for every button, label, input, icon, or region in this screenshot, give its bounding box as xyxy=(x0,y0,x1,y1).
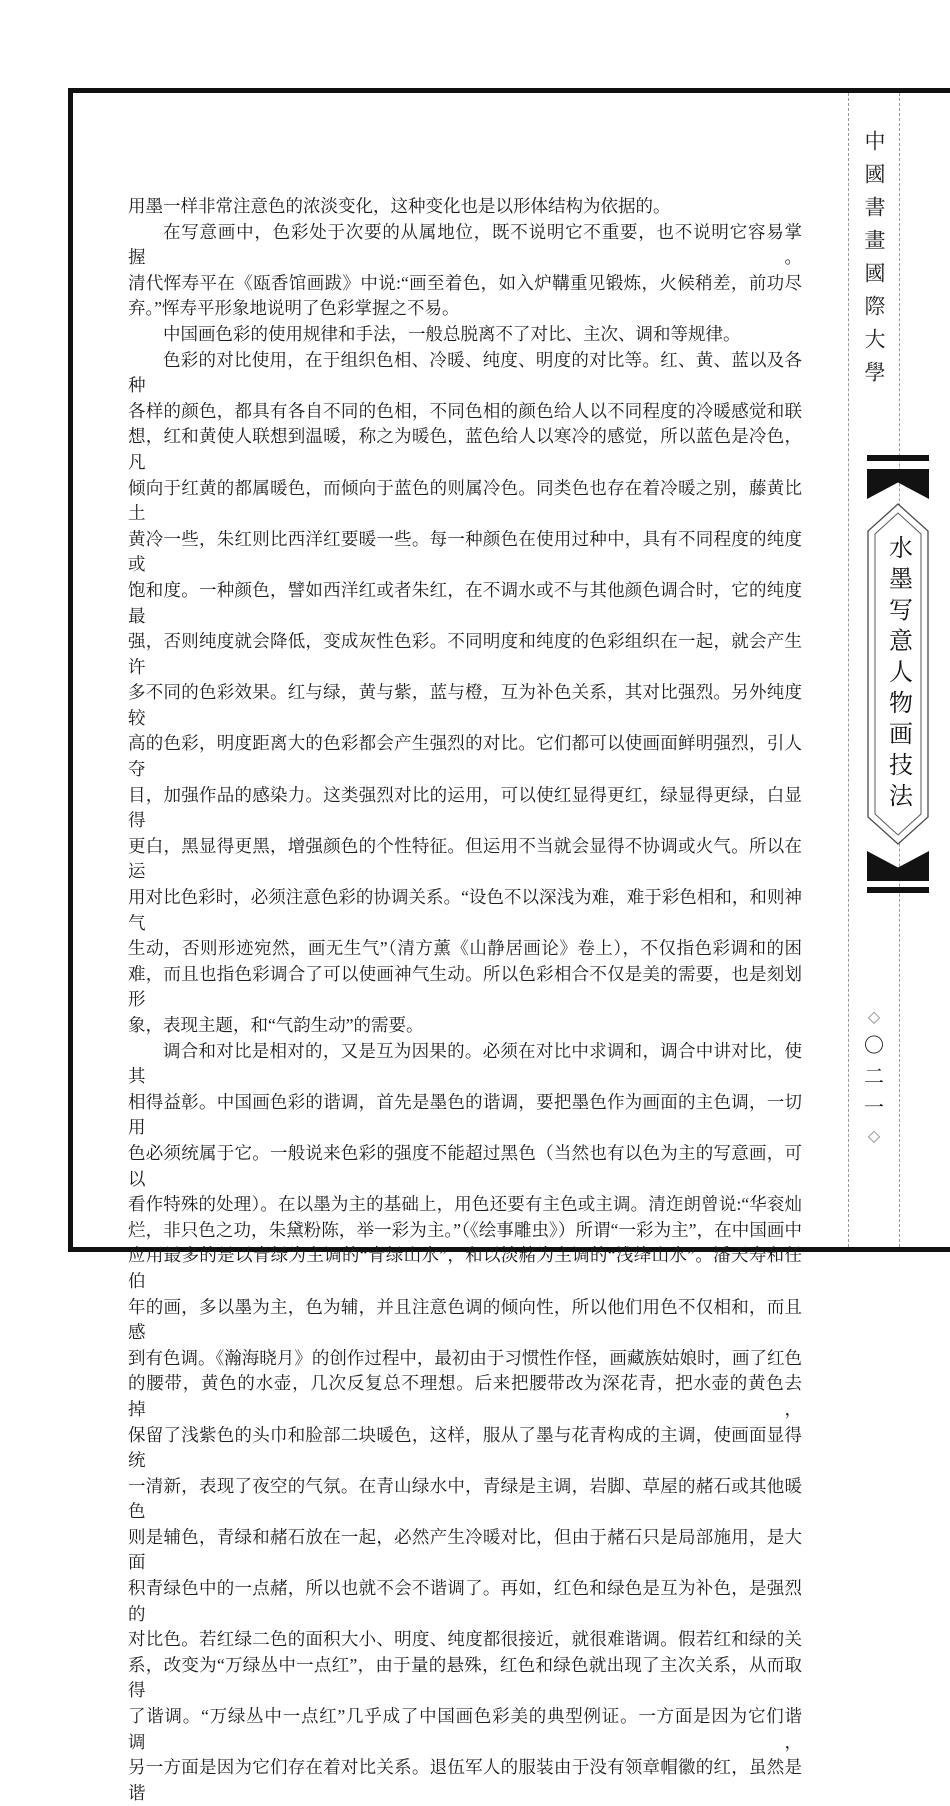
body-line: 相得益彰。中国画色彩的谐调，首先是墨色的谐调，要把墨色作为画面的主色调，一切用 xyxy=(128,1091,802,1138)
banner-ribbon-bottom xyxy=(867,851,929,881)
body-line: 到有色调。《瀚海晓月》的创作过程中，最初由于习惯性作怪，画藏族姑娘时，画了红色 xyxy=(128,1347,802,1368)
body-line: 对比色。若红绿二色的面积大小、明度、纯度都很接近，就很难谐调。假若红和绿的关 xyxy=(128,1629,802,1650)
body-line: 各样的颜色，都具有各自不同的色相，不同色相的颜色给人以不同程度的冷暖感觉和联 xyxy=(128,400,802,421)
body-line: 强，否则纯度就会降低，变成灰性色彩。不同明度和纯度的色彩组织在一起，就会产生许 xyxy=(128,631,802,677)
body-line: 目，加强作品的感染力。这类强烈对比的运用，可以使红显得更红，绿显得更绿，白显得 xyxy=(128,784,802,831)
body-line: 积青绿色中的一点赭，所以也就不会不谐调了。再如，红色和绿色是互为补色，是强烈的 xyxy=(128,1578,802,1624)
body-line: 生动，否则形迹宛然，画无生气”（清方薰《山静居画论》卷上），不仅指色彩调和的困 xyxy=(128,938,802,959)
body-line: 年的画，多以墨为主，色为辅，并且注意色调的倾向性，所以他们用色不仅相和，而且感 xyxy=(128,1296,802,1343)
banner-scroll xyxy=(867,503,929,845)
body-line: 用对比色彩时，必须注意色彩的协调关系。“设色不以深浅为难，难于彩色相和，和则神气 xyxy=(128,887,802,933)
body-line: 多不同的色彩效果。红与绿，黄与紫，蓝与橙，互为补色关系，其对比强烈。另外纯度较 xyxy=(128,682,802,728)
body-line: 保留了浅紫色的头巾和脸部二块暖色，这样，服从了墨与花青构成的主调，使画面显得统 xyxy=(128,1424,802,1471)
body-line: 中国画色彩的使用规律和手法，一般总脱离不了对比、主次、调和等规律。 xyxy=(163,323,741,344)
body-line: 用墨一样非常注意色的浓淡变化，这种变化也是以形体结构为依据的。 xyxy=(128,196,671,216)
body-line: 调合和对比是相对的，又是互为因果的。必须在对比中求调和，调合中讲对比，使其 xyxy=(128,1040,802,1087)
banner-top-bar xyxy=(867,455,929,461)
body-line: 色彩的对比使用，在于组织色相、冷暖、纯度、明度的对比等。红、黄、蓝以及各种 xyxy=(128,349,802,396)
body-text xyxy=(128,194,802,1806)
body-line: 烂，非只色之功，朱黛粉陈，举一彩为主。”（《绘事雕虫》）所谓“一彩为主”，在中国画中 xyxy=(128,1219,802,1240)
page-number-char: 一 xyxy=(864,1097,884,1120)
body-line: 的腰带，黄色的水壶，几次反复总不理想。后来把腰带改为深花青，把水壶的黄色去掉， xyxy=(128,1373,802,1419)
page-number-char: 〇 xyxy=(864,1035,884,1058)
series-banner xyxy=(867,455,929,893)
body-line: 高的色彩，明度距离大的色彩都会产生强烈的对比。它们都可以使画面鲜明强烈，引人夺 xyxy=(128,733,802,780)
institution-vertical-title: 中國書畫國際大學 xyxy=(862,130,886,394)
body-line: 黄冷一些，朱红则比西洋红要暖一些。每一种颜色在使用过种中，具有不同程度的纯度或 xyxy=(128,528,802,575)
series-title-vertical: 水墨写意人物画技法 xyxy=(884,534,911,814)
body-line: 更白，黑显得更黑，增强颜色的个性特征。但运用不当就会显得不协调或火气。所以在运 xyxy=(128,835,802,882)
body-line: 想，红和黄使人联想到温暖，称之为暖色，蓝色给人以寒冷的感觉，所以蓝色是冷色，凡 xyxy=(128,426,802,472)
body-line: 清代恽寿平在《瓯香馆画跋》中说:“画至着色，如入炉鞲重见锻炼，火候稍差，前功尽 xyxy=(128,272,802,293)
page-number-ornament-diamond: ◇ xyxy=(867,1128,881,1146)
page-frame-left xyxy=(68,88,73,1252)
page-number-char: 二 xyxy=(864,1066,884,1089)
body-line: 弃。”恽寿平形象地说明了色彩掌握之不易。 xyxy=(128,298,460,319)
body-line: 在写意画中，色彩处于次要的从属地位，既不说明它不重要，也不说明它容易掌握。 xyxy=(128,221,802,268)
body-line: 色必须统属于它。一般说来色彩的强度不能超过黑色（当然也有以色为主的写意画，可以 xyxy=(128,1142,802,1189)
body-line: 饱和度。一种颜色，譬如西洋红或者朱红，在不调水或不与其他颜色调合时，它的纯度最 xyxy=(128,579,802,626)
body-line: 倾向于红黄的都属暖色，而倾向于蓝色的则属冷色。同类色也存在着冷暖之别，藤黄比土 xyxy=(128,477,802,524)
page-number-ornament-diamond: ◇ xyxy=(867,1009,881,1026)
body-line: 象，表现主题，和“气韵生动”的需要。 xyxy=(128,1015,424,1035)
body-line: 则是辅色，青绿和赭石放在一起，必然产生冷暖对比，但由于赭石只是局部施用，是大面 xyxy=(128,1526,802,1573)
body-line: 一清新，表现了夜空的气氛。在青山绿水中，青绿是主调，岩脚、草屋的赭石或其他暖色 xyxy=(128,1475,802,1522)
body-line: 另一方面是因为它们存在着对比关系。退伍军人的服装由于没有领章帽徽的红，虽然是谐 xyxy=(128,1757,802,1803)
institution-title-column xyxy=(849,130,899,394)
banner-bottom-bar xyxy=(867,887,929,893)
body-line: 应用最多的是以青绿为主调的“青绿山水”，和以淡赭为主调的“浅绛山水”。潘天寿和任伯 xyxy=(128,1245,802,1291)
banner-ribbon-top xyxy=(867,469,929,499)
page-frame-top xyxy=(68,88,950,93)
body-line: 系，改变为“万绿丛中一点红”，由于量的悬殊，红色和绿色就出现了主次关系，从而取得 xyxy=(128,1654,802,1701)
page-number-column xyxy=(848,1008,900,1146)
body-line: 看作特殊的处理）。在以墨为主的基础上，用色还要有主色或主调。清迮朗曾说:“华衮灿 xyxy=(128,1194,802,1215)
body-line: 难，而且也指色彩调合了可以使画神气生动。所以色彩相合不仅是美的需要，也是刻划形 xyxy=(128,963,802,1010)
body-line: 了谐调。“万绿丛中一点红”几乎成了中国画色彩美的典型例证。一方面是因为它们谐调， xyxy=(128,1706,802,1752)
